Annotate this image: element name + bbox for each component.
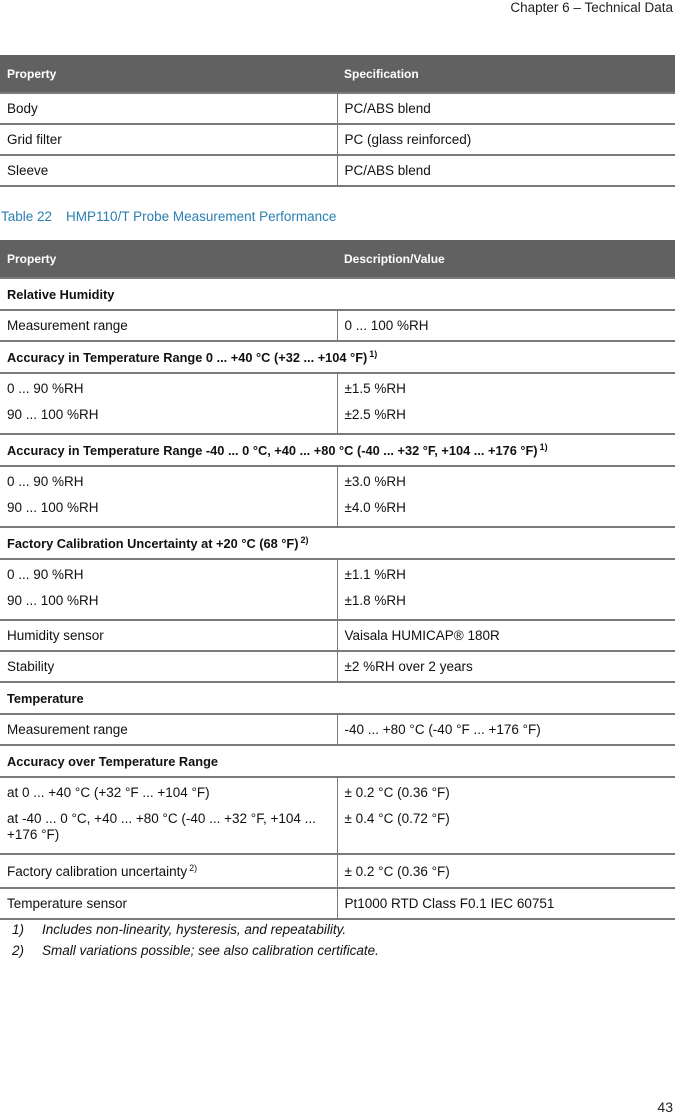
value-cell: 0 ... 100 %RH	[337, 310, 675, 341]
value-cell	[337, 466, 675, 527]
column-header-property: Property	[0, 240, 337, 278]
table-header-row	[0, 55, 675, 93]
property-cell: Stability	[0, 651, 337, 682]
value-cell: PC (glass reinforced)	[337, 124, 675, 155]
running-header: Chapter 6 – Technical Data	[510, 0, 673, 15]
value-line: ±3.0 %RH	[344, 474, 406, 489]
group-row	[0, 745, 675, 777]
value-cell: ± 0.2 °C (0.36 °F)	[337, 854, 675, 888]
property-line: 0 ... 90 %RH	[7, 474, 84, 489]
value-cell	[337, 373, 675, 434]
property-cell: Temperature sensor	[0, 888, 337, 919]
group-row	[0, 682, 675, 714]
group-heading	[0, 434, 675, 466]
table-row	[0, 777, 675, 854]
footnote-ref: 1)	[539, 442, 548, 452]
table-caption	[1, 209, 336, 224]
value-line: ±1.5 %RH	[344, 381, 406, 396]
footnote-marker: 1)	[12, 922, 25, 937]
property-line: at -40 ... 0 °C, +40 ... +80 °C (-40 ... +32 °F, +104 ... +176 °F)	[7, 811, 316, 842]
table-row	[0, 651, 675, 682]
group-heading-text: Accuracy in Temperature Range -40 ... 0 °C, +40 ... +80 °C (-40 ... +32 °F, +104 ... +176 °F)	[7, 443, 538, 458]
group-row	[0, 341, 675, 373]
table-row	[0, 466, 675, 527]
value-cell: PC/ABS blend	[337, 155, 675, 186]
performance-table	[0, 240, 675, 920]
group-heading-text: Factory Calibration Uncertainty at +20 °C (68 °F)	[7, 536, 299, 551]
table-header-row	[0, 240, 675, 278]
group-row	[0, 278, 675, 310]
value-line: ±2.5 %RH	[344, 407, 406, 422]
value-line: ±1.1 %RH	[344, 567, 406, 582]
property-cell	[0, 777, 337, 854]
property-line: 90 ... 100 %RH	[7, 407, 99, 422]
property-line: 0 ... 90 %RH	[7, 567, 84, 582]
property-line: 90 ... 100 %RH	[7, 500, 99, 515]
table-row	[0, 714, 675, 745]
property-line: 90 ... 100 %RH	[7, 593, 99, 608]
property-cell	[0, 854, 337, 888]
footnote-marker: 2)	[12, 943, 25, 958]
footnote-text: Includes non-linearity, hysteresis, and repeatability.	[42, 922, 347, 937]
table-caption-number: Table 22	[1, 209, 53, 224]
table-row	[0, 310, 675, 341]
value-line: ±4.0 %RH	[344, 500, 406, 515]
property-cell: Humidity sensor	[0, 620, 337, 651]
value-cell	[337, 777, 675, 854]
page-number: 43	[657, 1099, 673, 1115]
value-cell: -40 ... +80 °C (-40 °F ... +176 °F)	[337, 714, 675, 745]
value-cell: Pt1000 RTD Class F0.1 IEC 60751	[337, 888, 675, 919]
table-row	[0, 888, 675, 919]
value-line: ± 0.4 °C (0.72 °F)	[344, 811, 450, 826]
footnotes	[12, 921, 379, 963]
group-heading: Accuracy over Temperature Range	[0, 745, 675, 777]
property-cell: Grid filter	[0, 124, 337, 155]
property-cell	[0, 559, 337, 620]
footnote-ref: 1)	[369, 349, 378, 359]
property-cell	[0, 466, 337, 527]
table-row	[0, 620, 675, 651]
column-header-description: Description/Value	[337, 240, 675, 278]
table-caption-title: HMP110/T Probe Measurement Performance	[66, 209, 337, 224]
footnote	[12, 921, 379, 942]
group-heading: Temperature	[0, 682, 675, 714]
value-cell: PC/ABS blend	[337, 93, 675, 124]
value-cell: Vaisala HUMICAP® 180R	[337, 620, 675, 651]
value-line: ±1.8 %RH	[344, 593, 406, 608]
property-cell: Measurement range	[0, 310, 337, 341]
property-line: 0 ... 90 %RH	[7, 381, 84, 396]
property-cell: Body	[0, 93, 337, 124]
group-heading: Relative Humidity	[0, 278, 675, 310]
group-heading-text: Accuracy in Temperature Range 0 ... +40 °C (+32 ... +104 °F)	[7, 350, 368, 365]
table-row	[0, 854, 675, 888]
value-line: ± 0.2 °C (0.36 °F)	[344, 785, 450, 800]
property-cell	[0, 373, 337, 434]
footnote-text: Small variations possible; see also calibration certificate.	[42, 943, 379, 958]
value-cell	[337, 559, 675, 620]
column-header-property: Property	[0, 55, 337, 93]
property-text: Factory calibration uncertainty	[7, 864, 188, 879]
footnote-ref: 2)	[300, 535, 309, 545]
materials-table	[0, 55, 675, 187]
column-header-specification: Specification	[337, 55, 675, 93]
property-line: at 0 ... +40 °C (+32 °F ... +104 °F)	[7, 785, 210, 800]
value-cell: ±2 %RH over 2 years	[337, 651, 675, 682]
property-cell: Sleeve	[0, 155, 337, 186]
table-row	[0, 373, 675, 434]
table-row	[0, 124, 675, 155]
property-cell: Measurement range	[0, 714, 337, 745]
group-row	[0, 527, 675, 559]
footnote-ref: 2)	[189, 863, 198, 873]
group-heading	[0, 527, 675, 559]
table-row	[0, 559, 675, 620]
group-row	[0, 434, 675, 466]
table-row	[0, 155, 675, 186]
group-heading	[0, 341, 675, 373]
table-row	[0, 93, 675, 124]
footnote	[12, 942, 379, 963]
